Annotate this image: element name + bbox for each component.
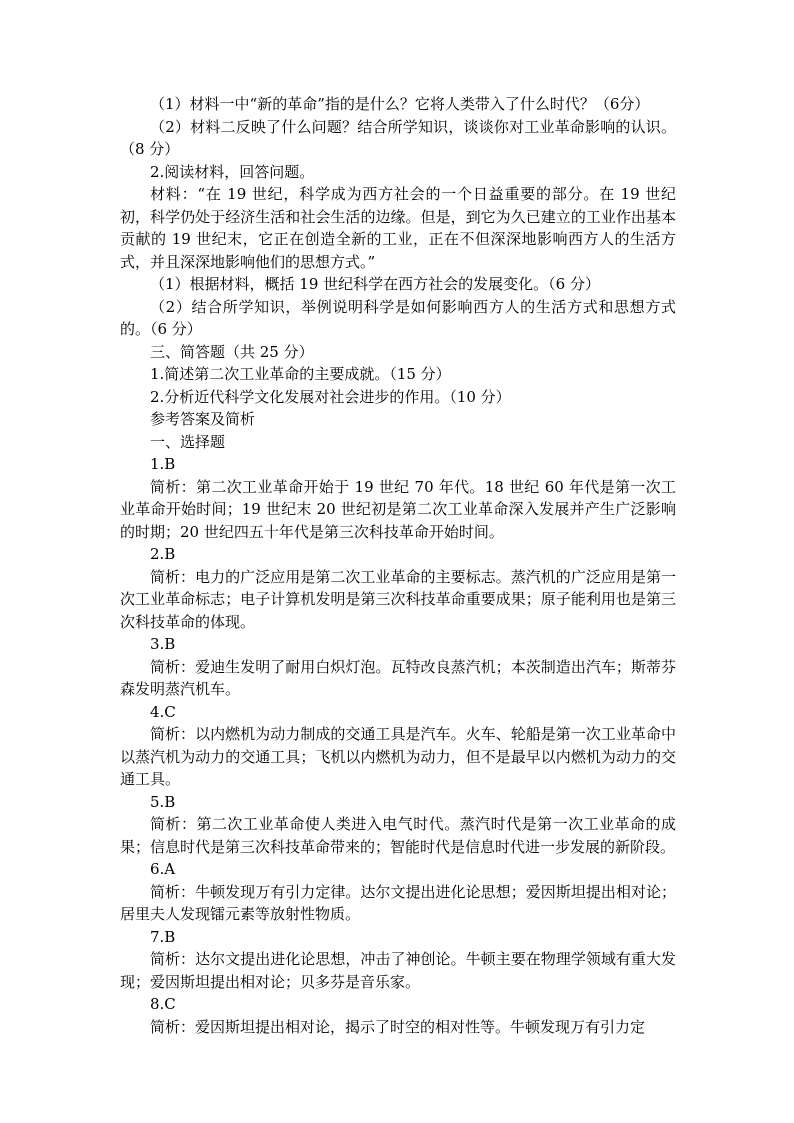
- question-2-heading: 2.阅读材料，回答问题。: [150, 162, 315, 181]
- analysis-1: 简析：第二次工业革命开始于 19 世纪 70 年代。18 世纪 60 年代是第一次工业革命开始时间；19 世纪末 20 世纪初是第二次工业革命深入发展并产生广泛影响的时期；20 世纪四五十年代是第三次科技革命开始时间。: [120, 477, 676, 541]
- section-1-heading: 一、选择题: [150, 432, 226, 451]
- answer-8: 8.C: [150, 995, 176, 1013]
- answer-3: 3.B: [150, 635, 176, 653]
- short-answer-2: 2.分析近代科学文化发展对社会进步的作用。（10 分）: [150, 387, 511, 406]
- question-1-part-2: （2）材料二反映了什么问题？结合所学知识，谈谈你对工业革命影响的认识。（8 分）: [120, 117, 676, 158]
- answer-5: 5.B: [150, 792, 176, 811]
- analysis-8: 简析：爱因斯坦提出相对论，揭示了时空的相对性等。牛顿发现万有引力定: [150, 1017, 646, 1036]
- answers-heading: 参考答案及简析: [150, 410, 256, 428]
- section-3-heading: 三、简答题（共 25 分）: [150, 342, 314, 361]
- answer-2: 2.B: [150, 545, 176, 563]
- question-2-part-2: （2）结合所学知识，举例说明科学是如何影响西方人的生活方式和思想方式的。（6 分）: [120, 297, 676, 338]
- answer-7: 7.B: [150, 927, 176, 946]
- question-2-part-1: （1）根据材料，概括 19 世纪科学在西方社会的发展变化。（6 分）: [150, 275, 600, 293]
- analysis-7: 简析：达尔文提出进化论思想，冲击了神创论。牛顿主要在物理学领域有重大发现；爱因斯坦提出相对论；贝多芬是音乐家。: [120, 950, 676, 991]
- analysis-6: 简析：牛顿发现万有引力定律。达尔文提出进化论思想；爱因斯坦提出相对论；居里夫人发现镭元素等放射性物质。: [120, 882, 676, 923]
- short-answer-1: 1.简述第二次工业革命的主要成就。（15 分）: [150, 365, 451, 383]
- question-2-material: 材料：“在 19 世纪，科学成为西方社会的一个日益重要的部分。在 19 世纪初，科学仍处于经济生活和社会生活的边缘。但是，到它为久已建立的工业作出基本贡献的 19 世纪末，它正在创造全新的工业，正在不但深深地影响西方人的生活方式，并且深深地影响他们的思想方式。”: [120, 185, 676, 271]
- answer-4: 4.C: [150, 702, 176, 721]
- analysis-2: 简析：电力的广泛应用是第二次工业革命的主要标志。蒸汽机的广泛应用是第一次工业革命标志；电子计算机发明是第三次科技革命重要成果；原子能利用也是第三次科技革命的体现。: [120, 567, 676, 631]
- document-page: [120, 93, 676, 1038]
- answer-6: 6.A: [150, 860, 176, 878]
- analysis-3: 简析：爱迪生发明了耐用白炽灯泡。瓦特改良蒸汽机；本茨制造出汽车；斯蒂芬森发明蒸汽机车。: [120, 657, 676, 698]
- answer-1: 1.B: [150, 455, 176, 473]
- question-1-part-1: （1）材料一中“新的革命”指的是什么？它将人类带入了什么时代？（6分）: [150, 95, 650, 113]
- analysis-4: 简析：以内燃机为动力制成的交通工具是汽车。火车、轮船是第一次工业革命中以蒸汽机为动力的交通工具；飞机以内燃机为动力，但不是最早以内燃机为动力的交通工具。: [120, 725, 676, 788]
- analysis-5: 简析：第二次工业革命使人类进入电气时代。蒸汽时代是第一次工业革命的成果；信息时代是第三次科技革命带来的；智能时代是信息时代进一步发展的新阶段。: [120, 815, 676, 856]
